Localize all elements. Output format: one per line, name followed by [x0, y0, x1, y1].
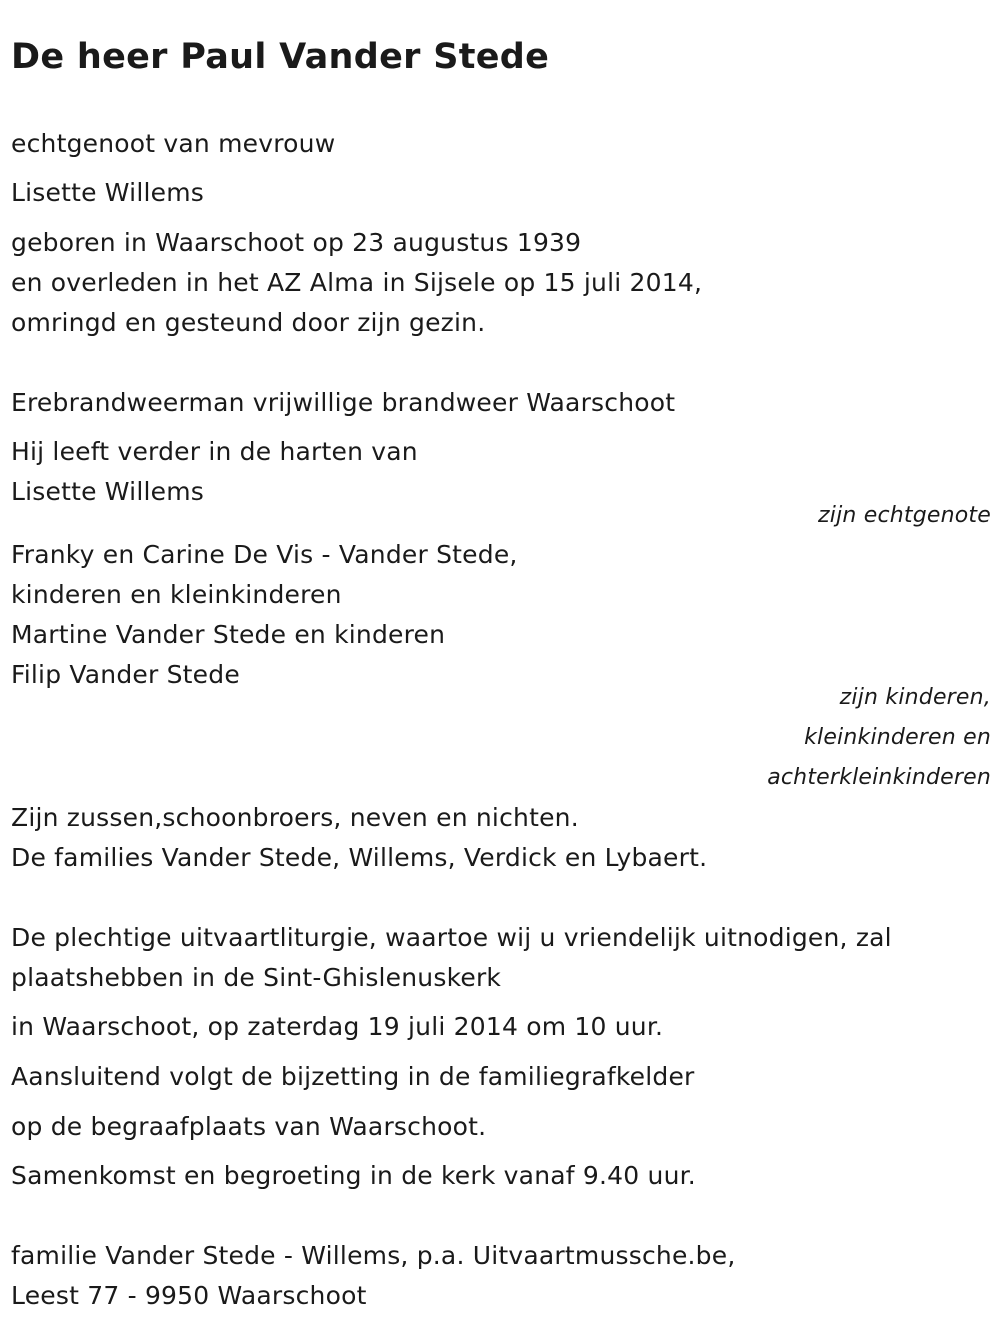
mourner-child: Filip Vander Stede: [11, 660, 240, 689]
funeral-invite: plaatshebben in de Sint-Ghislenuskerk: [11, 963, 502, 992]
spouse-intro: echtgenoot van mevrouw: [11, 129, 336, 158]
mourner-child: Martine Vander Stede en kinderen: [11, 620, 446, 649]
page-title: De heer Paul Vander Stede: [11, 37, 550, 77]
honor-text: Erebrandweerman vrijwillige brandweer Waarschoot: [11, 388, 676, 417]
children-role: kleinkinderen en: [804, 725, 991, 750]
burial-text: Aansluitend volgt de bijzetting in de familiegrafkelder: [11, 1062, 695, 1091]
siblings-text: Zijn zussen,schoonbroers, neven en nichten.: [11, 803, 579, 832]
mourner-child: Franky en Carine De Vis - Vander Stede,: [11, 540, 518, 569]
funeral-invite: De plechtige uitvaartliturgie, waartoe wij u vriendelijk uitnodigen, zal: [11, 923, 892, 952]
burial-text: op de begraafplaats van Waarschoot.: [11, 1112, 487, 1141]
lives-on-text: Hij leeft verder in de harten van: [11, 437, 418, 466]
birth-text: geboren in Waarschoot op 23 augustus 1939: [11, 228, 582, 257]
gathering-text: Samenkomst en begroeting in de kerk vanaf 9.40 uur.: [11, 1161, 696, 1190]
spouse-name: Lisette Willems: [11, 178, 204, 207]
children-role: zijn kinderen,: [839, 685, 991, 710]
contact-text: familie Vander Stede - Willems, p.a. Uitvaartmussche.be,: [11, 1241, 736, 1270]
contact-address: Leest 77 - 9950 Waarschoot: [11, 1281, 367, 1310]
funeral-when: in Waarschoot, op zaterdag 19 juli 2014 om 10 uur.: [11, 1012, 664, 1041]
children-role: achterkleinkinderen: [767, 765, 991, 790]
spouse-role: zijn echtgenote: [818, 503, 991, 528]
death-text: en overleden in het AZ Alma in Sijsele op 15 juli 2014,: [11, 268, 703, 297]
surrounded-text: omringd en gesteund door zijn gezin.: [11, 308, 486, 337]
mourner-child: kinderen en kleinkinderen: [11, 580, 342, 609]
families-text: De families Vander Stede, Willems, Verdick en Lybaert.: [11, 843, 708, 872]
mourner-spouse: Lisette Willems: [11, 477, 204, 506]
